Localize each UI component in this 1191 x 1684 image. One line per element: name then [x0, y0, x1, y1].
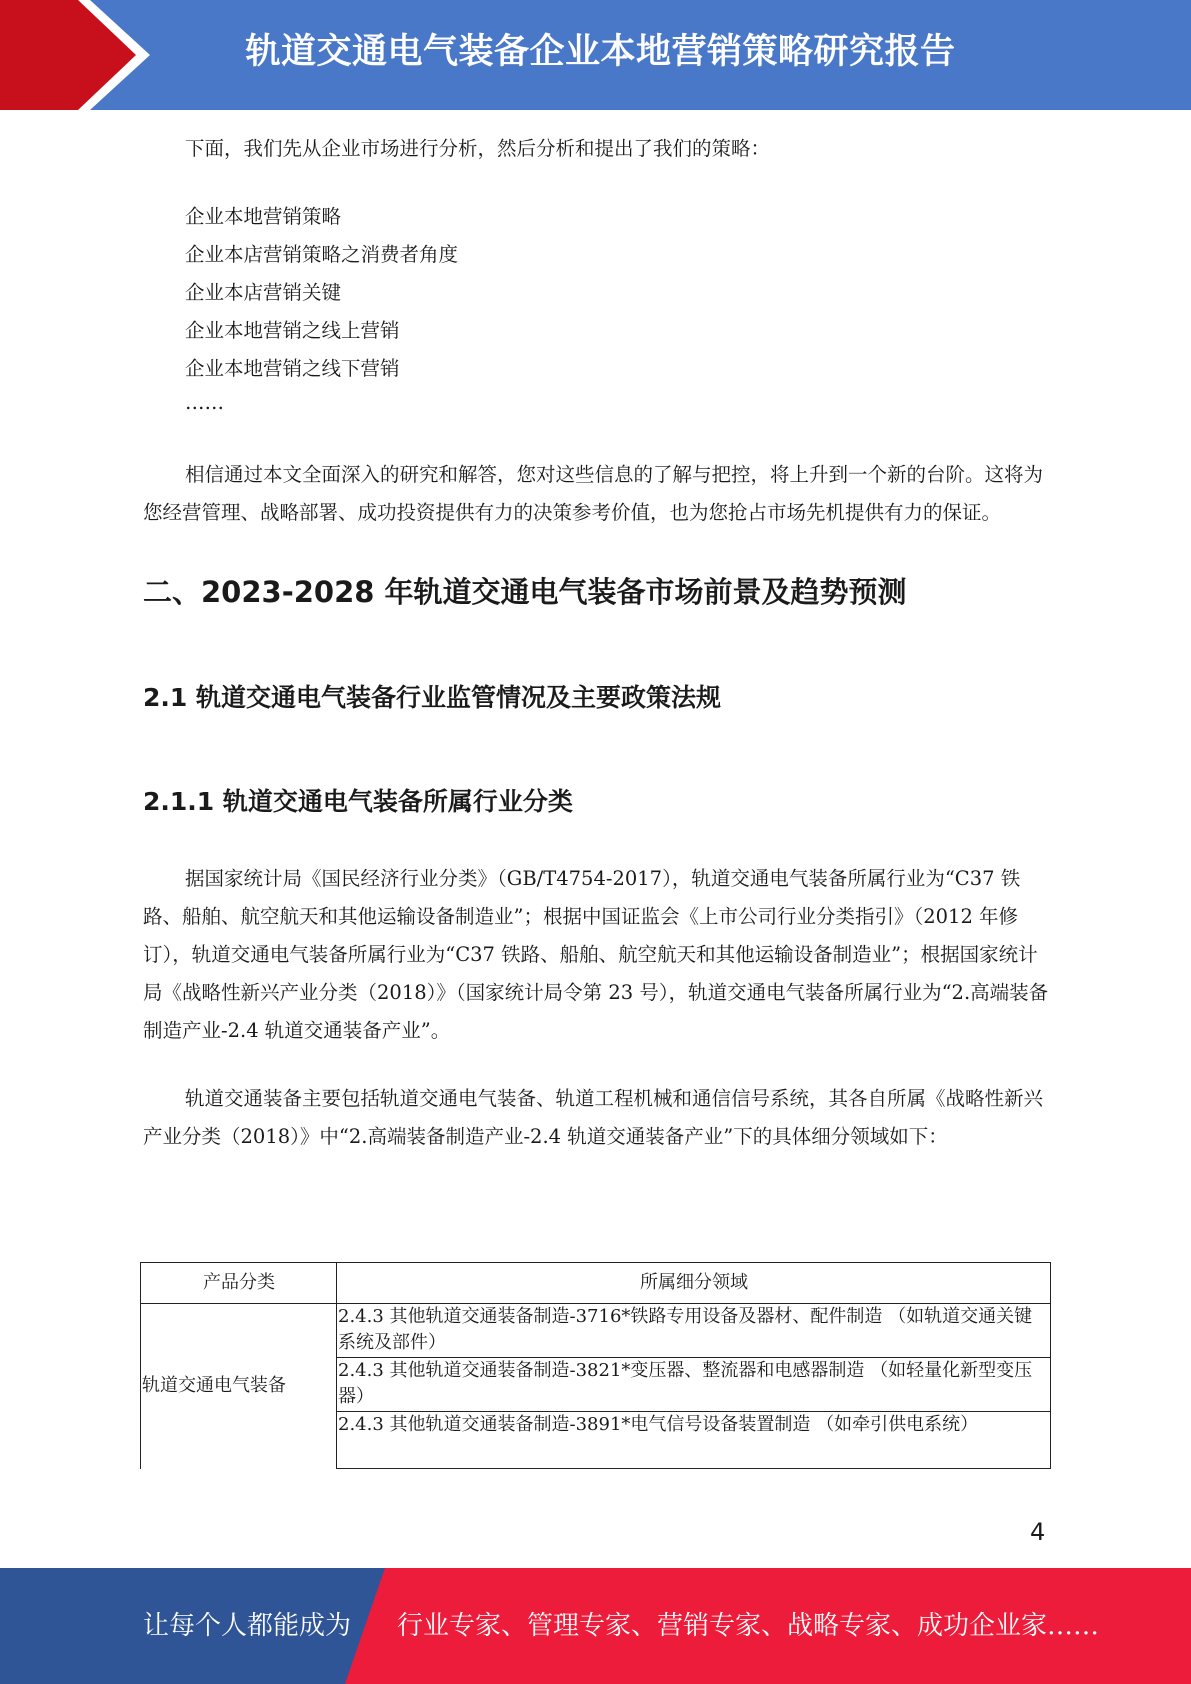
list-item: 企业本店营销策略之消费者角度 [185, 243, 459, 266]
footer-slogan-left: 让每个人都能成为 [143, 1611, 352, 1641]
section-heading-2-1-1: 2.1.1 轨道交通电气装备所属行业分类 [143, 787, 573, 816]
classification-paragraph: 据国家统计局《国民经济行业分类》（GB/T4754-2017），轨道交通电气装备所属行业为“C37 铁路、船舶、航空航天和其他运输设备制造业”；根据中国证监会《上市公司行业分类指引》（2012 年修订），轨道交通电气装备所属行业为“C37 铁路、船舶、航空航天和其他运输设备制造业”；根据国家统计局《战略性新兴产业分类（2018）》（国家统计局令第 23 号），轨道交通电气装备所属行业为“2.高端装备制造产业-2.4 轨道交通装备产业”。 [143, 867, 1049, 1042]
list-item: 企业本地营销之线下营销 [185, 357, 400, 380]
strategy-list [143, 198, 1051, 418]
table-cell: 2.4.3 其他轨道交通装备制造-3716*铁路专用设备及器材、配件制造 （如轨道交通关键系统及部件） [337, 1304, 1051, 1358]
footer-slogan-right: 行业专家、管理专家、营销专家、战略专家、成功企业家…… [397, 1611, 1100, 1641]
page-content [143, 130, 1051, 1156]
conclusion-paragraph: 相信通过本文全面深入的研究和解答，您对这些信息的了解与把控，将上升到一个新的台阶。这将为您经营管理、战略部署、成功投资提供有力的决策参考价值，也为您抢占市场先机提供有力的保证。 [143, 463, 1044, 524]
intro-paragraph: 下面，我们先从企业市场进行分析，然后分析和提出了我们的策略： [185, 137, 771, 160]
list-item: 企业本地营销之线上营销 [185, 319, 400, 342]
subdomain-paragraph: 轨道交通装备主要包括轨道交通电气装备、轨道工程机械和通信信号系统，其各自所属《战略性新兴产业分类（2018）》中“2.高端装备制造产业-2.4 轨道交通装备产业”下的具体细分领域如下： [143, 1087, 1044, 1148]
table-cell: 2.4.3 其他轨道交通装备制造-3821*变压器、整流器和电感器制造 （如轻量化新型变压器） [337, 1358, 1051, 1412]
header-banner [0, 0, 1191, 110]
table-cell: 2.4.3 其他轨道交通装备制造-3891*电气信号设备装置制造 （如牵引供电系统） [337, 1412, 1051, 1469]
table-row [141, 1304, 1051, 1358]
list-item: …… [185, 391, 224, 414]
report-title: 轨道交通电气装备企业本地营销策略研究报告 [245, 32, 956, 72]
red-chevron-decoration [0, 0, 150, 110]
classification-table [140, 1262, 1051, 1469]
table-header-cell: 所属细分领域 [337, 1263, 1051, 1304]
footer-banner [0, 1568, 1191, 1684]
section-heading-2: 二、2023-2028 年轨道交通电气装备市场前景及趋势预测 [143, 575, 907, 609]
table-header-row [141, 1263, 1051, 1304]
section-heading-2-1: 2.1 轨道交通电气装备行业监管情况及主要政策法规 [143, 683, 721, 712]
table-header-cell: 产品分类 [141, 1263, 337, 1304]
page-number: 4 [1030, 1518, 1046, 1546]
list-item: 企业本地营销策略 [185, 205, 342, 228]
list-item: 企业本店营销关键 [185, 281, 342, 304]
table-category-cell: 轨道交通电气装备 [141, 1304, 337, 1469]
